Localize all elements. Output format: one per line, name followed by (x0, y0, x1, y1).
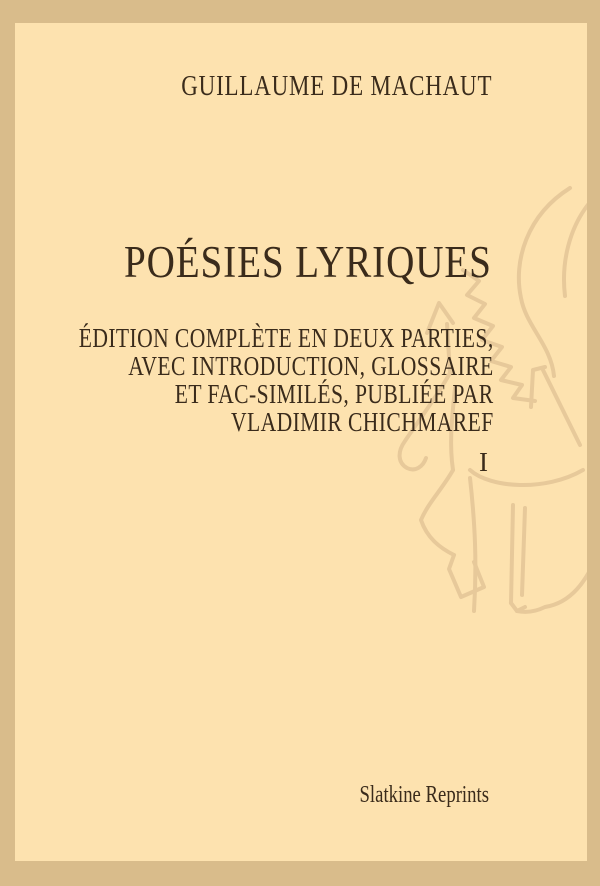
watermark-rear-leg-b (522, 508, 525, 595)
subtitle-line: ÉDITION COMPLÈTE EN DEUX PARTIES, (79, 323, 494, 353)
author-name: GUILLAUME DE MACHAUT (180, 71, 492, 102)
subtitle-line: ET FAC-SIMILÉS, PUBLIÉE PAR (175, 379, 494, 409)
book-title: POÉSIES LYRIQUES (124, 237, 492, 287)
subtitle (79, 324, 494, 436)
watermark-rear-leg-a (511, 505, 513, 603)
book-cover (15, 23, 587, 861)
watermark-hoof-front (449, 555, 484, 597)
watermark-outer-curve (564, 201, 587, 296)
watermark-bottom-arc (517, 548, 587, 612)
publisher-name: Slatkine Reprints (359, 782, 489, 808)
subtitle-line: AVEC INTRODUCTION, GLOSSAIRE (128, 351, 494, 381)
watermark-angle-diagonal (543, 370, 580, 445)
watermark-foreleg (421, 470, 454, 555)
volume-numeral: I (479, 447, 488, 477)
subtitle-line: VLADIMIR CHICHMAREF (231, 407, 495, 437)
